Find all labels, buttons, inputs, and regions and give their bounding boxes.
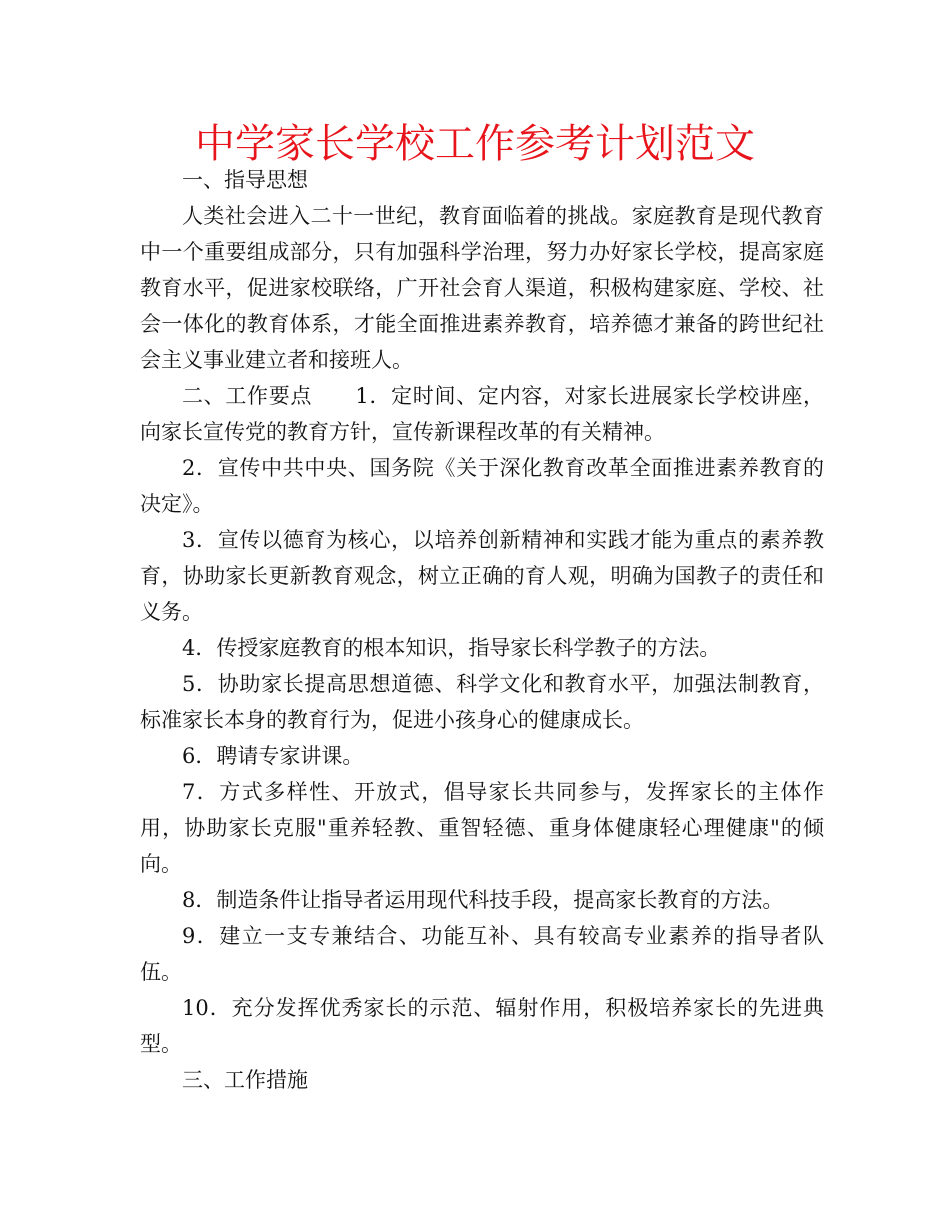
- paragraph-point-3: 3．宣传以德育为核心，以培养创新精神和实践才能为重点的素养教育，协助家长更新教育观念，树立正确的育人观，明确为国教子的责任和义务。: [140, 528, 824, 624]
- paragraph-intro: 人类社会进入二十一世纪，教育面临着的挑战。家庭教育是现代教育中一个重要组成部分，只有加强科学治理，努力办好家长学校，提高家庭教育水平，促进家校联络，广开社会育人渠道，积极构建家庭、学校、社会一体化的教育体系，才能全面推进素养教育，培养德才兼备的跨世纪社会主义事业建立者和接班人。: [140, 204, 824, 372]
- paragraph-point-5: 5．协助家长提高思想道德、科学文化和教育水平，加强法制教育，标准家长本身的教育行为，促进小孩身心的健康成长。: [140, 672, 824, 732]
- paragraph-point-7: 7．方式多样性、开放式，倡导家长共同参与，发挥家长的主体作用，协助家长克服"重养轻教、重智轻德、重身体健康轻心理健康"的倾向。: [140, 780, 824, 876]
- paragraph-point-4: 4．传授家庭教育的根本知识，指导家长科学教子的方法。: [182, 636, 721, 660]
- paragraph-work-points-1: 二、工作要点 1．定时间、定内容，对家长进展家长学校讲座，向家长宣传党的教育方针，宣传新课程改革的有关精神。: [140, 384, 824, 444]
- document-title: 中学家长学校工作参考计划范文: [195, 121, 755, 167]
- paragraph-point-2: 2．宣传中共中央、国务院《关于深化教育改革全面推进素养教育的决定》。: [140, 456, 824, 516]
- section-heading-guiding-ideology: 一、指导思想: [182, 168, 308, 192]
- paragraph-point-9: 9．建立一支专兼结合、功能互补、具有较高专业素养的指导者队伍。: [140, 924, 824, 984]
- paragraph-point-6: 6．聘请专家讲课。: [182, 744, 364, 768]
- paragraph-point-10: 10．充分发挥优秀家长的示范、辐射作用，积极培养家长的先进典型。: [140, 996, 824, 1056]
- document-body: [140, 162, 824, 1098]
- section-heading-work-measures: 三、工作措施: [182, 1068, 308, 1092]
- paragraph-point-8: 8．制造条件让指导者运用现代科技手段，提高家长教育的方法。: [182, 888, 784, 912]
